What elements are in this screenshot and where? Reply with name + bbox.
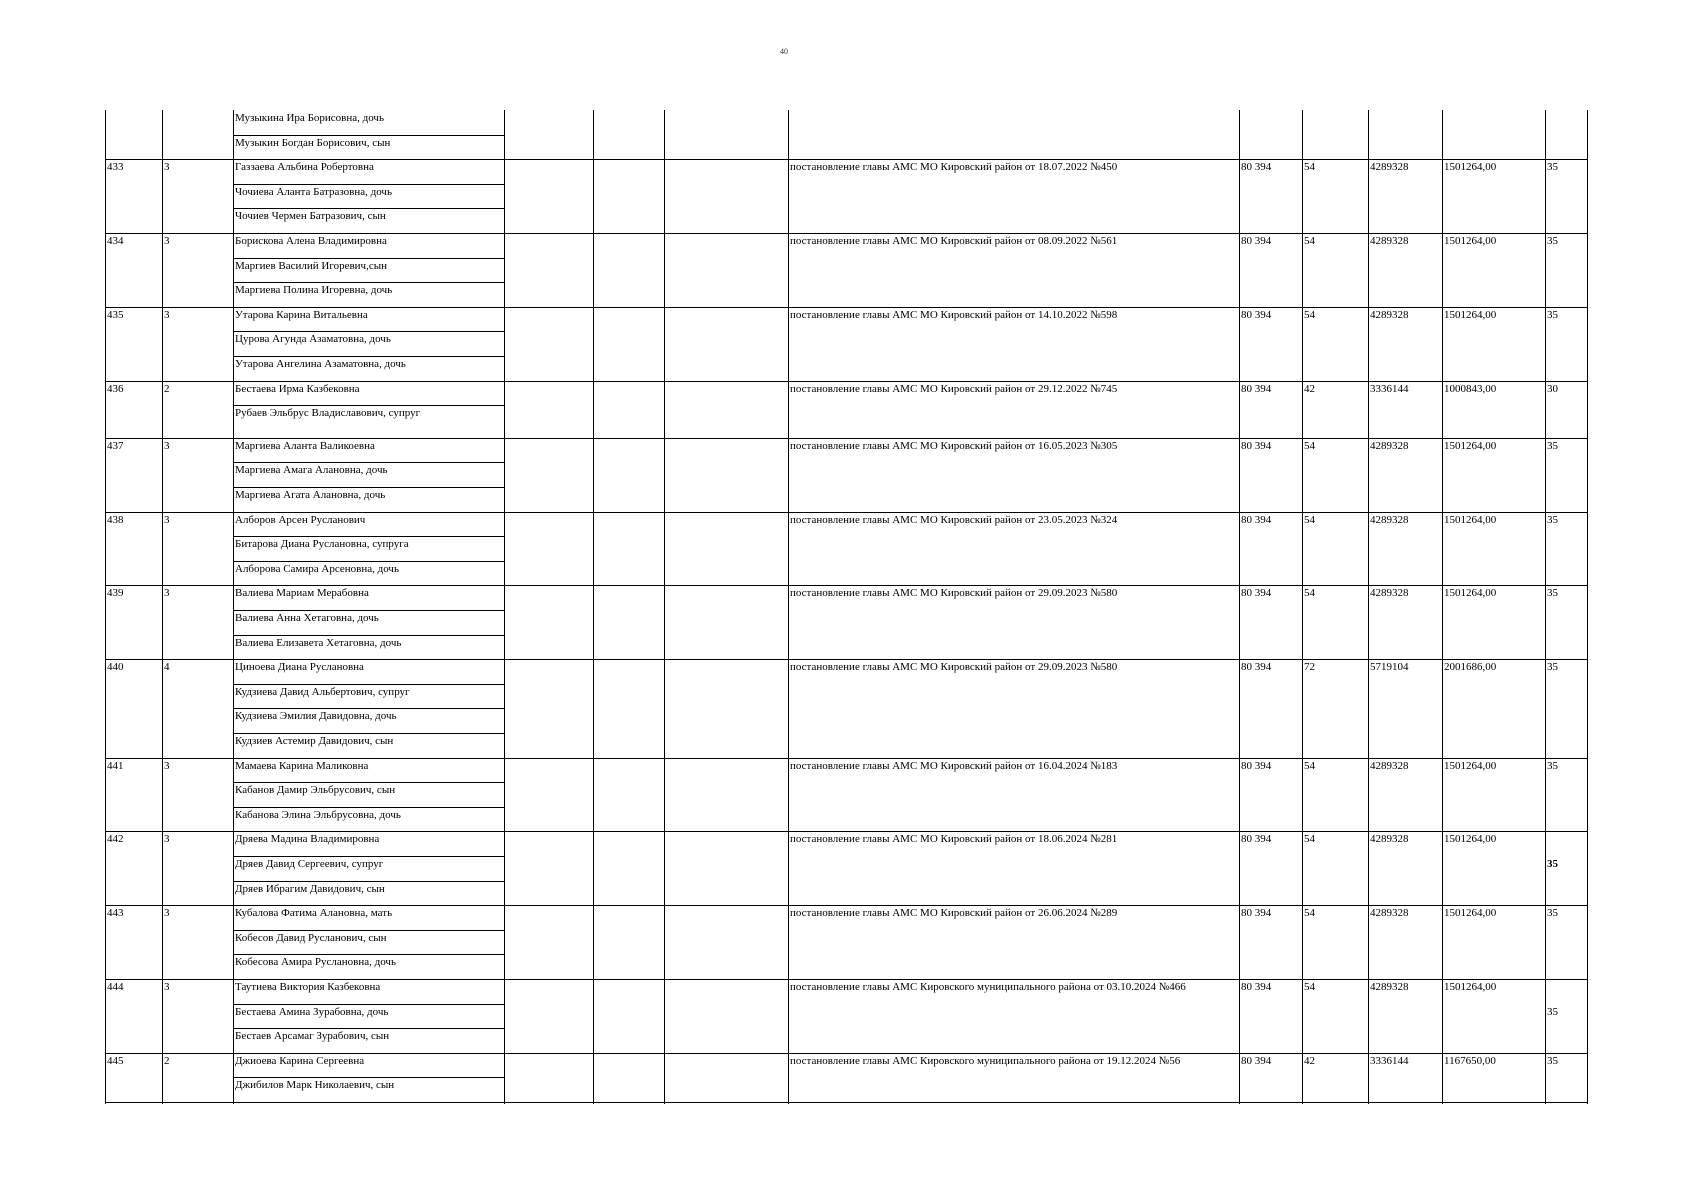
cost-per-sqm: 80 394: [1241, 759, 1272, 772]
total-cost: 5719104: [1370, 661, 1409, 674]
subsidy-percent: 35: [1547, 907, 1558, 920]
member-name: Утарова Карина Витальевна: [235, 308, 368, 321]
family-size: 2: [164, 1054, 170, 1067]
member-name: Дряев Ибрагим Давидович, сын: [235, 882, 385, 895]
area-norm: 54: [1304, 833, 1315, 846]
cost-per-sqm: 80 394: [1241, 235, 1272, 247]
total-cost: 3336144: [1370, 1054, 1409, 1067]
member-name: Валиева Анна Хетаговна, дочь: [235, 612, 379, 624]
row-divider: [105, 381, 1587, 382]
member-name: Кабанова Элина Эльбрусовна, дочь: [235, 808, 401, 821]
member-divider: [233, 733, 504, 734]
area-norm: 54: [1304, 907, 1315, 920]
subsidy-percent: 35: [1547, 1005, 1558, 1018]
cost-per-sqm: 80 394: [1241, 833, 1272, 846]
family-size: 3: [164, 759, 170, 772]
family-size: 3: [164, 513, 170, 526]
row-number: 440: [107, 661, 124, 674]
member-name: Чочиева Аланта Батразовна, дочь: [235, 185, 392, 198]
row-number: 438: [107, 513, 124, 526]
row-number: 435: [107, 308, 124, 321]
member-name: Утарова Ангелина Азаматовна, дочь: [235, 358, 406, 370]
member-divider: [233, 930, 504, 931]
member-name: Борискова Алена Владимировна: [235, 235, 387, 247]
member-divider: [233, 135, 504, 136]
total-cost: 4289328: [1370, 759, 1409, 772]
member-name: Маргиев Василий Игоревич,сын: [235, 259, 387, 272]
subsidy-amount: 1501264,00: [1444, 513, 1497, 526]
decree-text: постановление главы АМС МО Кировский район от 18.07.2022 №450: [790, 161, 1118, 174]
cost-per-sqm: 80 394: [1241, 981, 1272, 993]
family-size: 3: [164, 981, 170, 993]
member-name: Маргиева Полина Игоревна, дочь: [235, 284, 393, 297]
area-norm: 42: [1304, 382, 1315, 395]
member-name: Маргиева Амага Алановна, дочь: [235, 464, 388, 477]
row-divider: [105, 159, 1587, 160]
subsidy-amount: 1501264,00: [1444, 907, 1497, 920]
member-name: Таутиева Виктория Казбековна: [235, 981, 381, 993]
member-divider: [233, 782, 504, 783]
cost-per-sqm: 80 394: [1241, 1054, 1272, 1067]
member-name: Кобесов Давид Русланович, сын: [235, 931, 387, 944]
family-size: 3: [164, 308, 170, 321]
row-divider: [105, 979, 1587, 980]
subsidy-percent: 35: [1547, 587, 1558, 600]
family-size: 3: [164, 833, 170, 846]
column-divider: [1442, 110, 1443, 1104]
area-norm: 54: [1304, 161, 1315, 174]
row-divider: [105, 905, 1587, 906]
subsidy-amount: 2001686,00: [1444, 661, 1497, 674]
row-number: 445: [107, 1054, 124, 1067]
row-number: 444: [107, 981, 124, 993]
member-divider: [233, 881, 504, 882]
family-size: 3: [164, 161, 170, 174]
member-divider: [233, 610, 504, 611]
family-size: 3: [164, 907, 170, 920]
subsidy-percent: 35: [1547, 161, 1558, 174]
row-number: 439: [107, 587, 124, 600]
row-divider: [105, 1053, 1587, 1054]
member-divider: [233, 561, 504, 562]
member-name: Чочиев Чермен Батразович, сын: [235, 210, 386, 223]
row-number: 443: [107, 907, 124, 920]
member-name: Кубалова Фатима Алановна, мать: [235, 907, 393, 920]
subsidy-amount: 1167650,00: [1444, 1054, 1496, 1067]
total-cost: 3336144: [1370, 382, 1409, 395]
total-cost: 4289328: [1370, 587, 1409, 600]
member-name: Кудзиева Эмилия Давидовна, дочь: [235, 710, 397, 723]
total-cost: 4289328: [1370, 981, 1409, 993]
total-cost: 4289328: [1370, 235, 1409, 247]
member-name: Газзаева Альбина Робертовна: [235, 161, 374, 174]
member-divider: [233, 807, 504, 808]
member-divider: [233, 356, 504, 357]
decree-text: постановление главы АМС МО Кировский район от 16.05.2023 №305: [790, 439, 1118, 452]
member-name: Мамаева Карина Маликовна: [235, 759, 369, 772]
cost-per-sqm: 80 394: [1241, 907, 1272, 920]
column-divider: [788, 110, 789, 1104]
member-name: Кудзиева Давид Альбертович, супруг: [235, 685, 410, 698]
cost-per-sqm: 80 394: [1241, 661, 1272, 674]
row-divider: [105, 307, 1587, 308]
member-divider: [233, 184, 504, 185]
row-divider: [105, 831, 1587, 832]
column-divider: [504, 110, 505, 1104]
cost-per-sqm: 80 394: [1241, 308, 1272, 321]
member-divider: [233, 708, 504, 709]
member-divider: [233, 1004, 504, 1005]
area-norm: 72: [1304, 661, 1315, 674]
row-number: 434: [107, 235, 124, 247]
member-name: Маргиева Аланта Валикоевна: [235, 439, 375, 452]
area-norm: 54: [1304, 235, 1315, 247]
row-divider: [105, 585, 1587, 586]
member-divider: [233, 684, 504, 685]
member-name: Бестаева Ирма Казбековна: [235, 382, 360, 395]
member-divider: [233, 462, 504, 463]
cost-per-sqm: 80 394: [1241, 439, 1272, 452]
row-divider: [105, 758, 1587, 759]
area-norm: 54: [1304, 981, 1315, 993]
area-norm: 54: [1304, 308, 1315, 321]
member-divider: [233, 954, 504, 955]
area-norm: 54: [1304, 587, 1315, 600]
member-name: Дряева Мадина Владимировна: [235, 833, 380, 846]
decree-text: постановление главы АМС МО Кировский район от 29.12.2022 №745: [790, 382, 1118, 395]
member-divider: [233, 536, 504, 537]
decree-text: постановление главы АМС Кировского муниципального района от 03.10.2024 №466: [790, 981, 1186, 993]
member-divider: [233, 1028, 504, 1029]
family-size: 2: [164, 382, 170, 395]
subsidy-amount: 1501264,00: [1444, 587, 1497, 600]
subsidy-amount: 1501264,00: [1444, 235, 1497, 247]
subsidy-percent: 35: [1547, 439, 1558, 452]
column-divider: [1587, 110, 1588, 1104]
decree-text: постановление главы АМС МО Кировский район от 18.06.2024 №281: [790, 833, 1118, 846]
cost-per-sqm: 80 394: [1241, 382, 1272, 395]
registry-table: [105, 110, 1587, 1104]
member-name: Кабанов Дамир Эльбрусович, сын: [235, 784, 396, 797]
row-number: 436: [107, 382, 124, 395]
subsidy-percent: 35: [1547, 858, 1558, 870]
member-name: Кудзиев Астемир Давидович, сын: [235, 735, 394, 747]
member-name: Джибилов Марк Николаевич, сын: [235, 1079, 395, 1092]
column-divider: [1302, 110, 1303, 1104]
total-cost: 4289328: [1370, 161, 1409, 174]
member-name: Рубаев Эльбрус Владиславович, супруг: [235, 407, 421, 420]
cost-per-sqm: 80 394: [1241, 161, 1272, 174]
member-name: Валиева Мариам Мерабовна: [235, 587, 369, 600]
family-size: 3: [164, 235, 170, 247]
member-divider: [233, 258, 504, 259]
subsidy-amount: 1501264,00: [1444, 833, 1497, 846]
total-cost: 4289328: [1370, 907, 1409, 920]
decree-text: постановление главы АМС МО Кировский район от 14.10.2022 №598: [790, 308, 1118, 321]
decree-text: постановление главы АМС МО Кировский район от 29.09.2023 №580: [790, 661, 1118, 674]
subsidy-amount: 1501264,00: [1444, 439, 1497, 452]
decree-text: постановление главы АМС МО Кировский район от 08.09.2022 №561: [790, 235, 1118, 247]
member-divider: [233, 405, 504, 406]
member-divider: [233, 1077, 504, 1078]
row-number: 437: [107, 439, 124, 452]
cost-per-sqm: 80 394: [1241, 513, 1272, 526]
subsidy-amount: 1501264,00: [1444, 981, 1497, 993]
decree-text: постановление главы АМС МО Кировский район от 26.06.2024 №289: [790, 907, 1118, 920]
subsidy-percent: 30: [1547, 382, 1558, 395]
subsidy-percent: 35: [1547, 759, 1558, 772]
subsidy-amount: 1501264,00: [1444, 759, 1497, 772]
member-name: Маргиева Агата Алановна, дочь: [235, 489, 386, 501]
subsidy-percent: 35: [1547, 1054, 1558, 1067]
subsidy-percent: 35: [1547, 235, 1558, 247]
member-name: Музыкина Ира Борисовна, дочь: [235, 112, 384, 124]
subsidy-amount: 1000843,00: [1444, 382, 1497, 395]
column-divider: [664, 110, 665, 1104]
member-name: Джиоева Карина Сергеевна: [235, 1054, 365, 1067]
subsidy-percent: 35: [1547, 308, 1558, 321]
column-divider: [1239, 110, 1240, 1104]
row-divider: [105, 1102, 1587, 1103]
subsidy-percent: 35: [1547, 661, 1558, 674]
row-number: 433: [107, 161, 124, 174]
row-number: 441: [107, 759, 124, 772]
row-divider: [105, 233, 1587, 234]
subsidy-percent: 35: [1547, 513, 1558, 526]
member-name: Циноева Диана Руслановна: [235, 661, 364, 674]
member-name: Бестаева Амина Зурабовна, дочь: [235, 1005, 389, 1018]
page-number: 40: [780, 47, 788, 56]
family-size: 3: [164, 439, 170, 452]
decree-text: постановление главы АМС МО Кировский район от 23.05.2023 №324: [790, 513, 1118, 526]
area-norm: 54: [1304, 759, 1315, 772]
decree-text: постановление главы АМС Кировского муниципального района от 19.12.2024 №56: [790, 1054, 1181, 1067]
column-divider: [162, 110, 163, 1104]
decree-text: постановление главы АМС МО Кировский район от 29.09.2023 №580: [790, 587, 1118, 600]
row-divider: [105, 438, 1587, 439]
member-divider: [233, 856, 504, 857]
member-name: Цурова Агунда Азаматовна, дочь: [235, 333, 391, 346]
area-norm: 54: [1304, 439, 1315, 452]
area-norm: 54: [1304, 513, 1315, 526]
total-cost: 4289328: [1370, 308, 1409, 321]
family-size: 3: [164, 587, 170, 600]
column-divider: [105, 110, 106, 1104]
row-divider: [105, 659, 1587, 660]
member-divider: [233, 208, 504, 209]
member-name: Бестаев Арсамаг Зурабович, сын: [235, 1030, 390, 1043]
total-cost: 4289328: [1370, 513, 1409, 526]
member-name: Алборов Арсен Русланович: [235, 513, 366, 526]
family-size: 4: [164, 661, 170, 674]
member-name: Валиева Елизавета Хетаговна, дочь: [235, 636, 402, 649]
total-cost: 4289328: [1370, 439, 1409, 452]
member-name: Алборова Самира Арсеновна, дочь: [235, 562, 399, 575]
total-cost: 4289328: [1370, 833, 1409, 846]
member-divider: [233, 331, 504, 332]
member-divider: [233, 487, 504, 488]
subsidy-amount: 1501264,00: [1444, 161, 1497, 174]
member-name: Дряев Давид Сергеевич, супруг: [235, 858, 384, 870]
member-divider: [233, 282, 504, 283]
cost-per-sqm: 80 394: [1241, 587, 1272, 600]
row-divider: [105, 512, 1587, 513]
member-name: Музыкин Богдан Борисович, сын: [235, 136, 391, 149]
column-divider: [1368, 110, 1369, 1104]
subsidy-amount: 1501264,00: [1444, 308, 1497, 321]
column-divider: [593, 110, 594, 1104]
column-divider: [1545, 110, 1546, 1104]
member-name: Битарова Диана Руслановна, супруга: [235, 538, 409, 551]
area-norm: 42: [1304, 1054, 1315, 1067]
member-divider: [233, 635, 504, 636]
member-name: Кобесова Амира Руслановна, дочь: [235, 956, 396, 969]
row-number: 442: [107, 833, 124, 846]
decree-text: постановление главы АМС МО Кировский район от 16.04.2024 №183: [790, 759, 1118, 772]
